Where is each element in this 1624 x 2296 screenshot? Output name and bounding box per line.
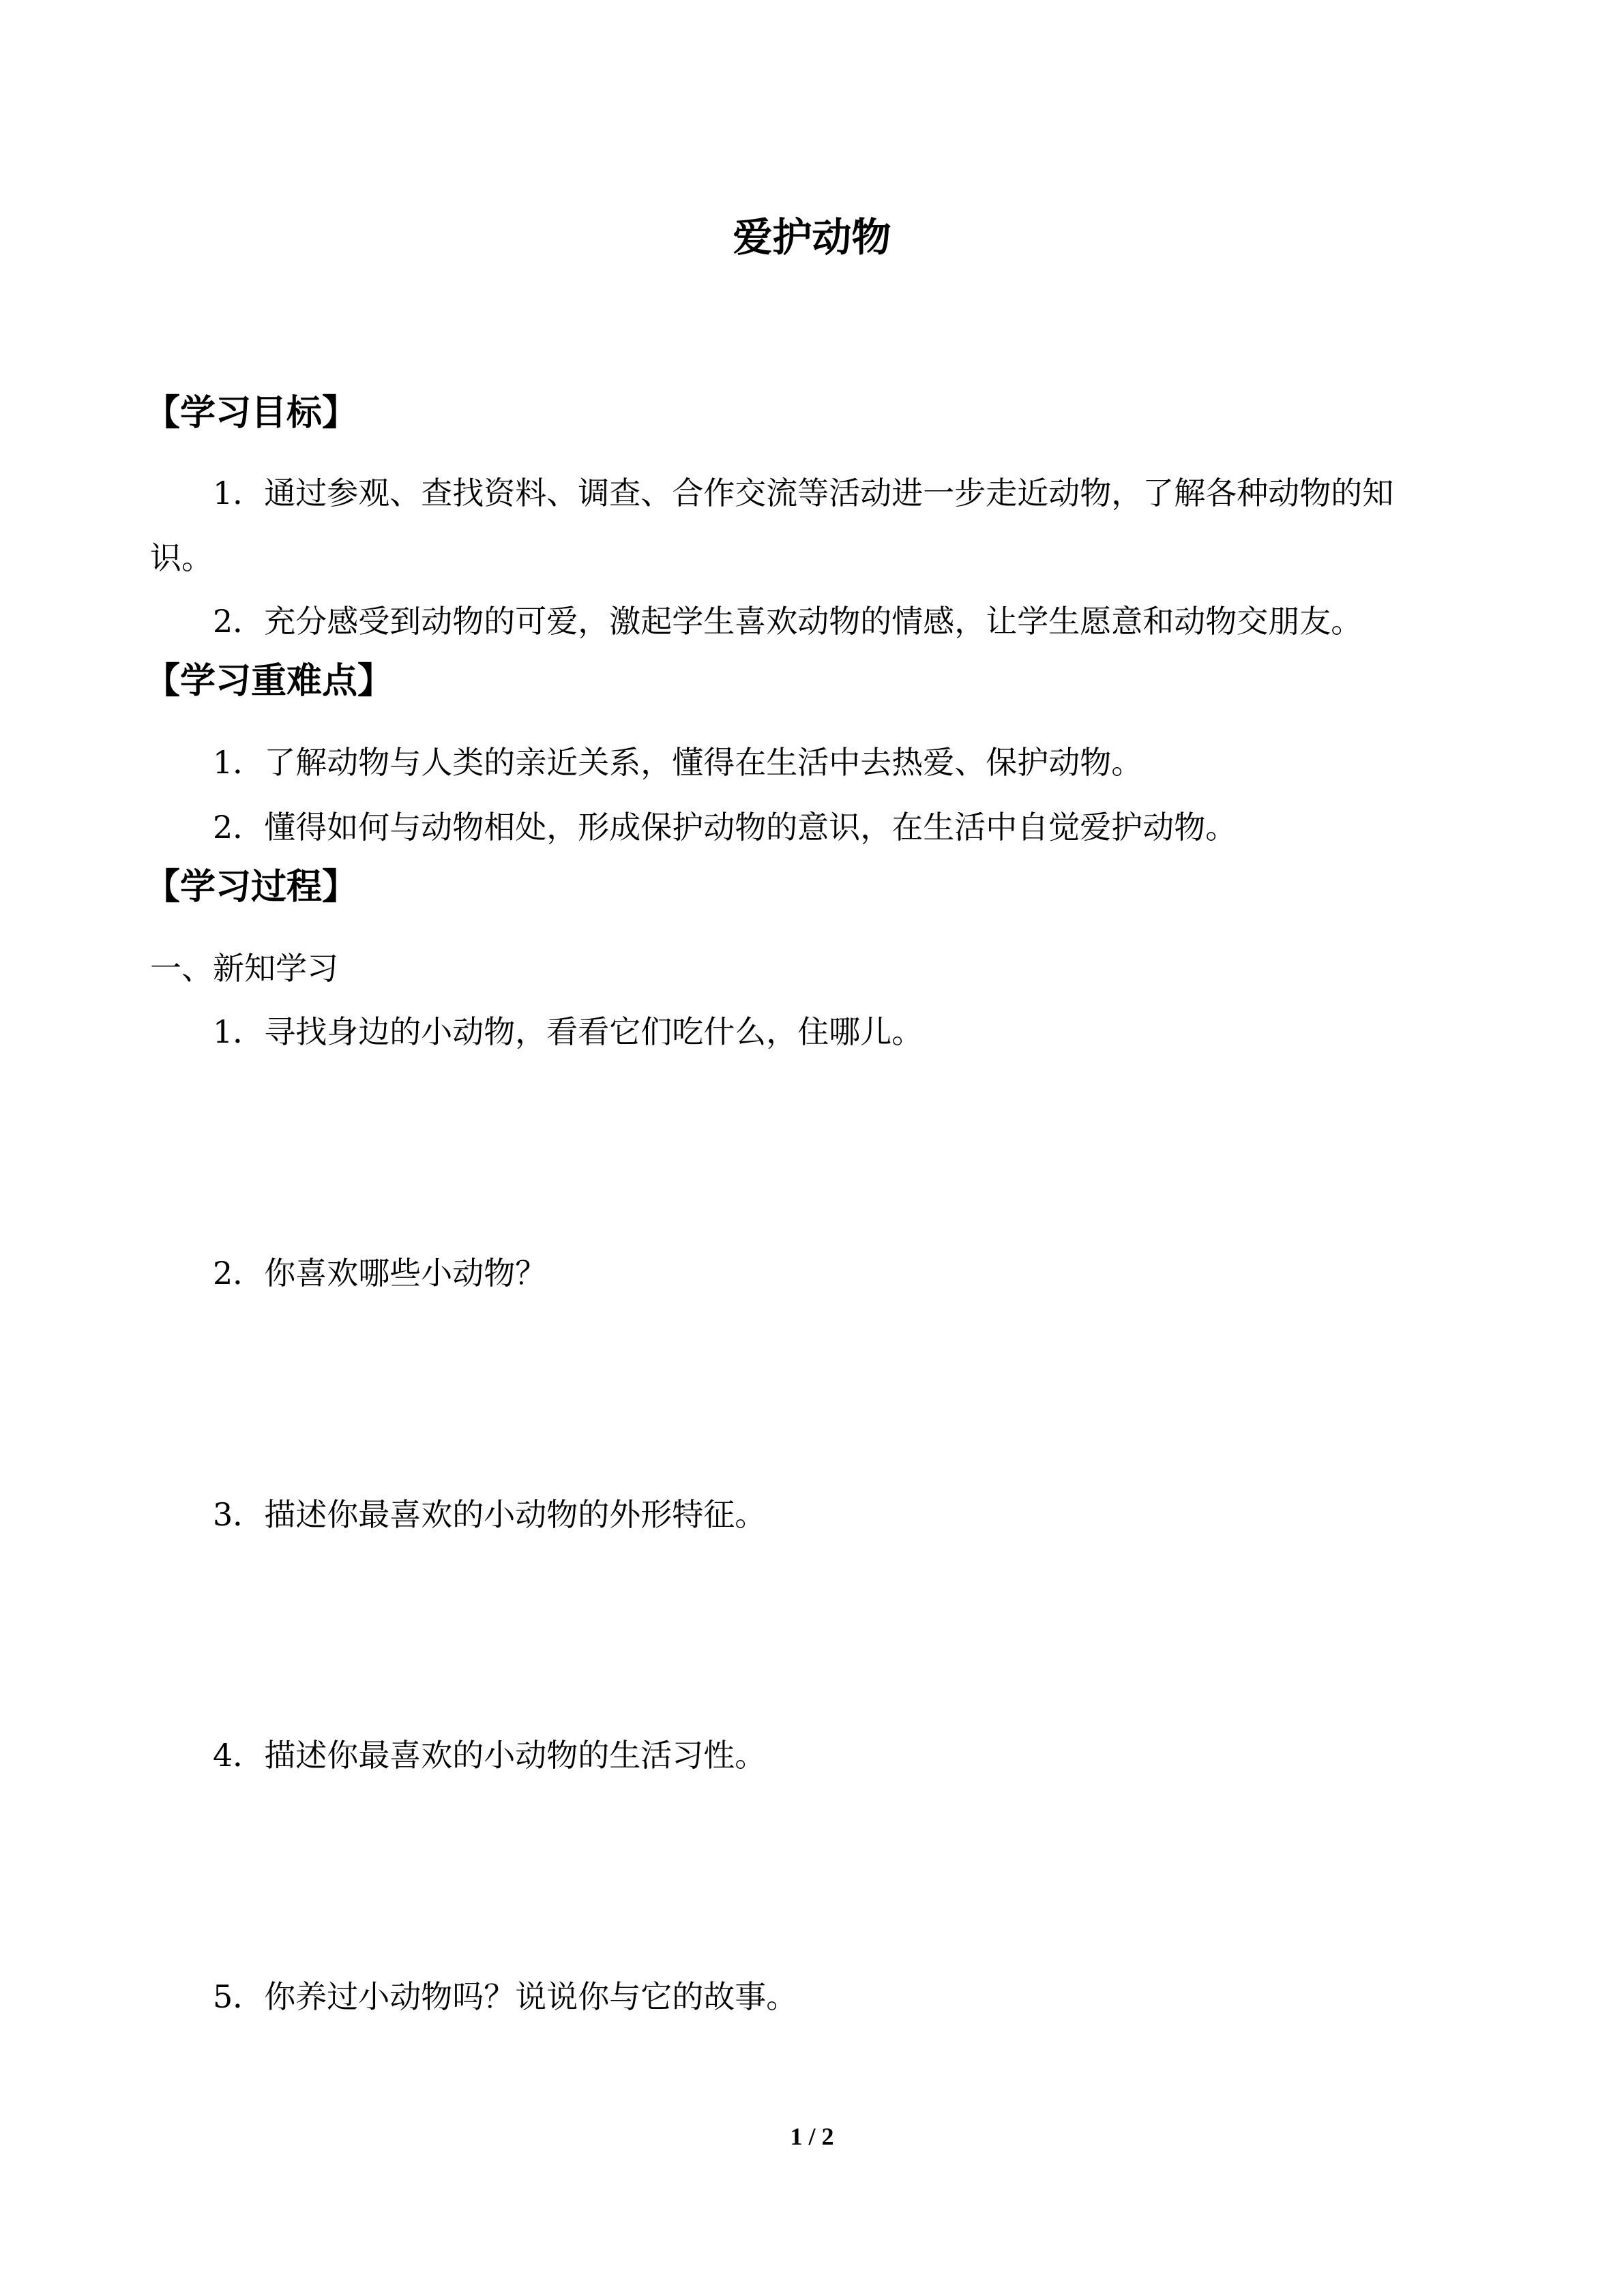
question-item-5: 5．你养过小动物吗？说说你与它的故事。 — [213, 1978, 798, 2015]
question-item-3: 3．描述你最喜欢的小动物的外形特征。 — [213, 1496, 767, 1533]
section-heading-goals: 【学习目标】 — [145, 393, 358, 434]
section-heading-key-points: 【学习重难点】 — [145, 661, 394, 702]
process-subheading: 一、新知学习 — [150, 950, 338, 987]
key-point-item-2: 2．懂得如何与动物相处，形成保护动物的意识，在生活中自觉爱护动物。 — [213, 809, 1237, 846]
page-number: 1 / 2 — [790, 2123, 834, 2150]
document-title: 爱护动物 — [733, 214, 891, 260]
question-item-1: 1．寻找身边的小动物，看看它们吃什么，住哪儿。 — [213, 1013, 924, 1050]
section-heading-process: 【学习过程】 — [145, 867, 358, 908]
goal-item-1-continuation: 识。 — [150, 539, 213, 576]
question-item-4: 4．描述你最喜欢的小动物的生活习性。 — [213, 1737, 767, 1774]
question-item-2: 2．你喜欢哪些小动物？ — [213, 1255, 547, 1292]
goal-item-2: 2．充分感受到动物的可爱，激起学生喜欢动物的情感，让学生愿意和动物交朋友。 — [213, 603, 1363, 640]
key-point-item-1: 1．了解动物与人类的亲近关系，懂得在生活中去热爱、保护动物。 — [213, 744, 1143, 781]
goal-item-1: 1．通过参观、查找资料、调查、合作交流等活动进一步走近动物，了解各种动物的知 — [213, 475, 1394, 511]
